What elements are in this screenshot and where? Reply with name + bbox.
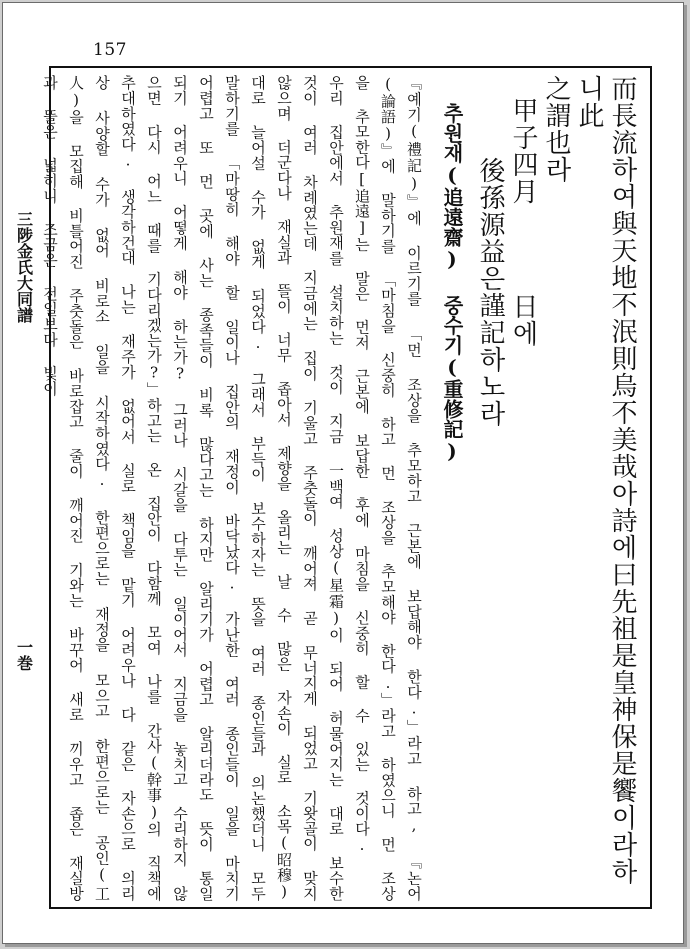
date-text: 甲子四月 (508, 97, 538, 205)
book-title: 三陟金氏大同譜 (14, 211, 34, 323)
vertical-text-body (41, 75, 638, 901)
day-text: 日에 (508, 293, 538, 347)
classical-line-1: 而長流하여與天地不泯則烏不美哉아詩에曰先祖是皇神保是饗이라하니此 (574, 75, 637, 885)
running-title (9, 211, 39, 671)
article-title: 추원재(追遠齋) 중수기(重修記) (440, 103, 464, 463)
volume-label: 一巻 (14, 639, 34, 671)
classical-line-2: 之謂也라 (541, 75, 571, 183)
article-paragraph-2: 우리 집안에서 추원재를 설치하는 것이 지금 一백여 성상(星霜)이 되어 허물어지는 대로 보수한 것이 여러 차례였는데 지금에는 집이 기울고 주춧돌이 깨어져 곧 무너지게 되었고 기왓골이 맞지 않으며 더군다나 재실과 뜰이 너무 좁아서 제향을 올리는 날 수 많은 자손이 실로 소목(昭穆)대로 늘어설 수가 없게 되었다. 그래서 부득이 보수하자는 뜻을 여러 종인들과 의논했더니 모두 말하기를 「마땅히 해야 할 일이나 집안의 재정이 바닥났다. 가난한 여러 종인들이 일을 마치기 어렵고 또 먼 곳에 사는 종족들이 비록 많다고는 하지만 알리기가 어렵고 알리더라도 뜻이 통일되기 어려우니 어떻게 해야 하는가? 그러나 시갈을 다투는 일이어서 지금을 놓치고 수리하지 않으면 다시 어느 때를 기다리겠는가?」하고는 온 집안이 다함께 모여 나를 간사(幹事)의 직책에 추대하였다. 생각하건대 나는 재주가 없어서 실로 책임을 맡기 어려우나 다 같은 자손으로 의리상 사양할 수가 없어 비로소 일을 시작하였다. 한편으로는 재정을 모으고 한편으로는 공인(工人)을 모집해 비틀어진 주춧돌은 바로잡고 줄이 깨어진 기와는 바꾸어 새로 끼우고 좁은 재실방과 뜰은 넓히니 조금은 전일보다 빛이 (41, 75, 345, 901)
signature-line: 後孫源益은謹記하노라 (475, 157, 505, 427)
page-number: 157 (93, 40, 127, 60)
article-paragraph-1: 『예기(禮記)』에 이르기를 「먼 조상을 추모하고 근본에 보답해야 한다.」라고 하고, 『논어(論語)』에 말하기를 「마침을 신중히 하고 먼 조상을 추모해야 한다.」라고 하였으니 먼 조상을 추모한다[追遠]는 말은 먼저 근본에 보답한 후에 마침을 신중히 할 수 있는 것이다. (353, 75, 423, 901)
date-line (506, 75, 539, 901)
page-sheet (2, 2, 684, 944)
